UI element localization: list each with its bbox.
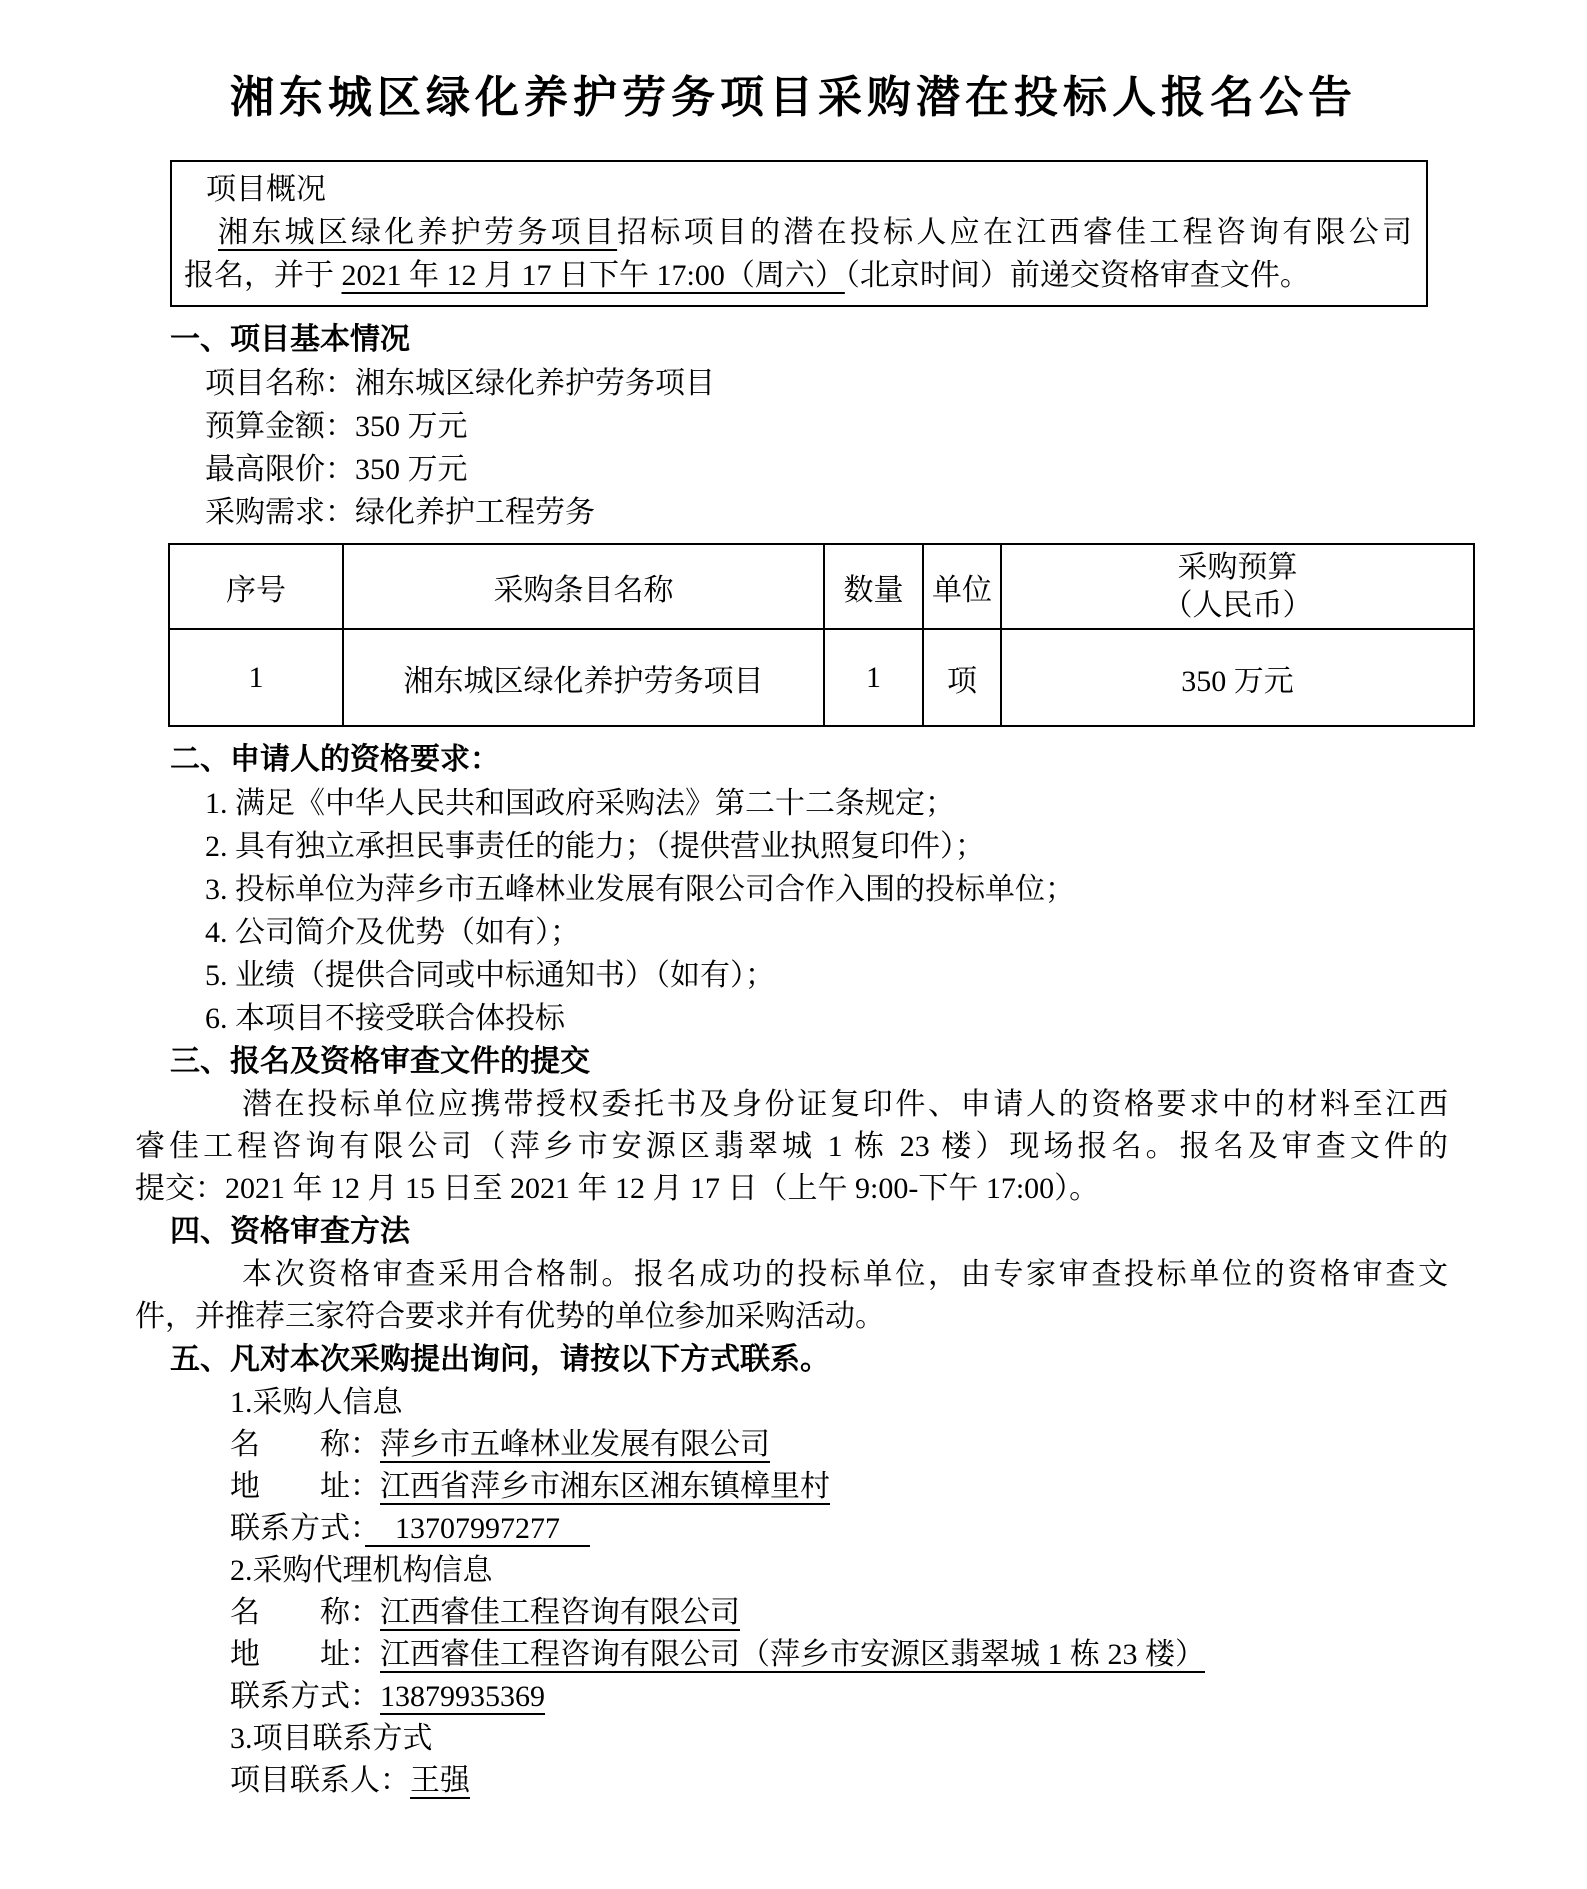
agency-name-label: 名 称： — [230, 1596, 380, 1629]
requirement-item-5: 5. 业绩（提供合同或中标通知书）（如有）； — [205, 959, 775, 992]
cell-item-name: 湘东城区绿化养护劳务项目 — [343, 629, 824, 726]
table-row — [169, 629, 1474, 726]
section3-paragraph-line2: 睿佳工程咨询有限公司（萍乡市安源区翡翠城 1 栋 23 楼）现场报名。报名及审查文件的 — [135, 1130, 1448, 1163]
project-name-line: 项目名称：湘东城区绿化养护劳务项目 — [205, 367, 715, 400]
page-title: 湘东城区绿化养护劳务项目采购潜在投标人报名公告 — [230, 73, 1357, 122]
project-contact-label: 项目联系人： — [230, 1764, 410, 1797]
budget-amount-line: 预算金额：350 万元 — [205, 410, 468, 443]
purchaser-address-label: 地 址： — [230, 1470, 380, 1503]
section2-heading: 二、申请人的资格要求： — [170, 743, 500, 776]
cell-unit: 项 — [923, 629, 1001, 726]
agency-name-value: 江西睿佳工程咨询有限公司 — [380, 1596, 740, 1629]
agency-address-label: 地 址： — [230, 1638, 380, 1671]
purchaser-address-value: 江西省萍乡市湘东区湘东镇樟里村 — [380, 1470, 830, 1503]
requirement-item-3: 3. 投标单位为萍乡市五峰林业发展有限公司合作入围的投标单位； — [205, 873, 1075, 906]
purchaser-info-heading: 1.采购人信息 — [230, 1386, 403, 1419]
section4-heading: 四、资格审查方法 — [170, 1215, 410, 1248]
header-serial-no: 序号 — [169, 544, 343, 629]
section4-paragraph-line2: 件，并推荐三家符合要求并有优势的单位参加采购活动。 — [135, 1300, 885, 1333]
project-contact-line — [230, 1760, 1587, 1802]
project-overview-box — [170, 160, 1428, 307]
project-contact-value: 王强 — [410, 1764, 470, 1797]
requirement-item-2: 2. 具有独立承担民事责任的能力；（提供营业执照复印件）； — [205, 830, 985, 863]
project-name-underlined: 湘东城区绿化养护劳务项目 — [218, 216, 618, 249]
header-budget — [1001, 544, 1474, 629]
requirement-item-6: 6. 本项目不接受联合体投标 — [205, 1002, 565, 1035]
header-budget-line2: （人民币） — [1162, 588, 1313, 622]
purchaser-name-line — [230, 1424, 1587, 1466]
agency-address-line — [230, 1634, 1587, 1676]
section3-paragraph-line1: 潜在投标单位应携带授权委托书及身份证复印件、申请人的资格要求中的材料至江西 — [242, 1088, 1448, 1121]
purchaser-name-label: 名 称： — [230, 1428, 380, 1461]
purchaser-name-value: 萍乡市五峰林业发展有限公司 — [380, 1428, 770, 1461]
overview-line2-text: 报名，并于 — [184, 259, 342, 292]
project-contact-heading: 3.项目联系方式 — [230, 1722, 433, 1755]
header-unit: 单位 — [923, 544, 1001, 629]
price-ceiling-line: 最高限价：350 万元 — [205, 453, 468, 486]
section3-heading: 三、报名及资格审查文件的提交 — [170, 1045, 590, 1078]
section3-paragraph-line3: 提交：2021 年 12 月 15 日至 2021 年 12 月 17 日（上午 9:00-下午 17:00）。 — [135, 1172, 1100, 1205]
cell-budget: 350 万元 — [1001, 629, 1474, 726]
header-quantity: 数量 — [824, 544, 923, 629]
overview-heading: 项目概况 — [206, 173, 326, 206]
overview-paragraph-line1 — [184, 211, 1412, 254]
procurement-items-table — [168, 543, 1475, 727]
header-item-name: 采购条目名称 — [343, 544, 824, 629]
purchaser-address-line — [230, 1466, 1587, 1508]
overview-line1-text: 招标项目的潜在投标人应在江西睿佳工程咨询有限公司 — [617, 216, 1413, 249]
purchaser-phone-label: 联系方式： — [230, 1512, 365, 1545]
agency-phone-line — [230, 1676, 1587, 1718]
requirement-item-4: 4. 公司简介及优势（如有）； — [205, 916, 580, 949]
section5-heading: 五、凡对本次采购提出询问，请按以下方式联系。 — [170, 1343, 830, 1376]
cell-quantity: 1 — [824, 629, 923, 726]
purchaser-phone-value: 13707997277 — [365, 1512, 590, 1545]
requirement-item-1: 1. 满足《中华人民共和国政府采购法》第二十二条规定； — [205, 787, 955, 820]
section4-paragraph-line1: 本次资格审查采用合格制。报名成功的投标单位，由专家审查投标单位的资格审查文 — [242, 1258, 1448, 1291]
agency-phone-value: 13879935369 — [380, 1680, 545, 1713]
agency-phone-label: 联系方式： — [230, 1680, 380, 1713]
agency-name-line — [230, 1592, 1587, 1634]
table-header-row — [169, 544, 1474, 629]
agency-address-value: 江西睿佳工程咨询有限公司（萍乡市安源区翡翠城 1 栋 23 楼） — [380, 1638, 1205, 1671]
cell-serial-no: 1 — [169, 629, 343, 726]
procurement-demand-line: 采购需求：绿化养护工程劳务 — [205, 496, 595, 529]
agency-info-heading: 2.采购代理机构信息 — [230, 1554, 493, 1587]
section1-heading: 一、项目基本情况 — [170, 323, 410, 356]
header-budget-line1: 采购预算 — [1177, 550, 1298, 584]
overview-line2-tail: （北京时间）前递交资格审查文件。 — [844, 259, 1310, 292]
purchaser-phone-line — [230, 1508, 1587, 1550]
deadline-underlined: 2021 年 12 月 17 日下午 17:00（周六） — [341, 259, 845, 292]
overview-paragraph-line2 — [184, 254, 1412, 297]
